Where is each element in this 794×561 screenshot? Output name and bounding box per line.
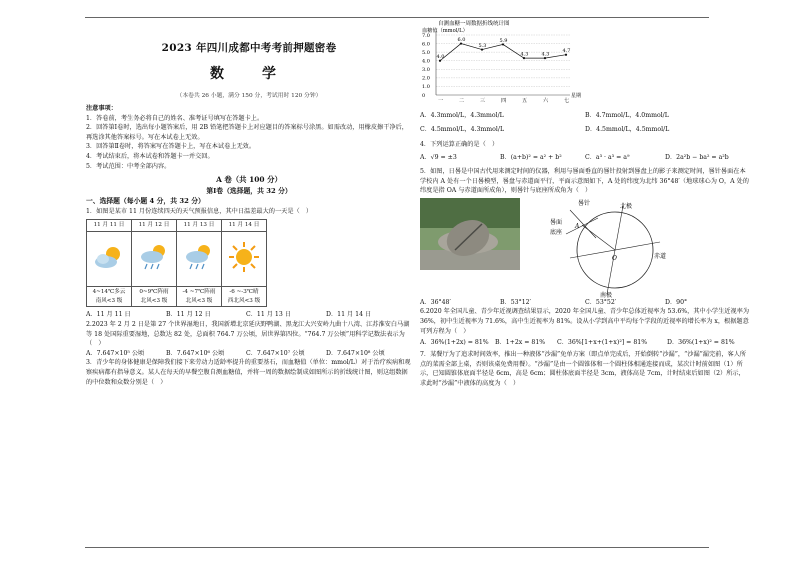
option-d: D．7.647×10⁸ 公顷 — [326, 349, 385, 357]
option-b: B．7.647×10⁶ 公顷 — [166, 349, 225, 357]
x-tick-label: 一 — [438, 98, 444, 104]
left-column — [86, 22, 412, 387]
x-axis-label: 星期 — [571, 93, 582, 99]
option-d: D．2a²b − ba² = a²b — [665, 154, 729, 162]
q6-options — [420, 338, 750, 348]
top-rule — [85, 17, 709, 18]
label-north-pole: 北极 — [620, 202, 633, 210]
option-b: B．1+2x = 81% — [495, 339, 546, 347]
weather-day: 11 月 13 日 — [177, 220, 222, 232]
option-a: A．√9 = ±3 — [420, 154, 457, 162]
q7-stem: 7．某餐厅为了追求时间效率，推出一种液体“沙漏”免单方案（即点单完成后，开始倒转“沙漏”，“沙漏”漏完前，客人所点的菜需全部上桌，否则该桌免费用餐）。“沙漏”是由一个圆锥体和一个圆柱体相通连接而成，某次计时前如图（1）所示，已知圆锥体底面半径是 6cm，高是 6cm；圆柱体底面半径是 3cm，液体高是 7cm，计时结束后如图（2）所示，求此时“沙漏”中液体的高度为（ ） — [420, 350, 747, 387]
y-tick-label: 3.0 — [422, 67, 430, 74]
right-column — [420, 19, 750, 388]
y-tick-label: 1.0 — [422, 84, 430, 91]
option-c: C．7.647×10⁷ 公顷 — [246, 349, 305, 357]
notice-item: 2．回答第Ⅰ卷时，选出每小题答案后，用 2B 铅笔把答题卡上对应题目的答案标号涂黑。如需改动，用橡皮擦干净后，再选涂其他答案标号。写在本试卷上无效。 — [86, 124, 408, 141]
q4-options — [420, 153, 750, 163]
notice-item: 3．回答第Ⅱ卷时，将答案写在答题卡上，写在本试卷上无效。 — [86, 143, 256, 151]
option-c: C．11 月 13 日 — [246, 311, 291, 319]
q1-options — [86, 310, 412, 320]
q3-options-row2 — [420, 125, 750, 135]
choice-heading: 一、选择题（每小题 4 分，共 32 分） — [86, 197, 205, 206]
cloud-rain-icon — [177, 232, 222, 287]
weather-desc: 4~14℃多云 南风<3 级 — [87, 287, 132, 307]
weather-desc: 0~9℃阵雨 北风<3 级 — [132, 287, 177, 307]
q2-options — [86, 349, 412, 359]
sundial-diagram — [520, 198, 700, 298]
option-b: B．(a+b)² = a² + b² — [500, 154, 562, 162]
option-d: D．36%(1+x)² = 81% — [667, 339, 735, 347]
option-a: A．36%(1+2x) = 81% — [420, 339, 489, 347]
label-o: O — [612, 254, 617, 262]
weather-table — [86, 219, 267, 307]
option-c: C．a³ · a³ = a⁹ — [585, 154, 630, 162]
label-a: A — [575, 222, 580, 230]
data-label: 4.7 — [562, 48, 571, 55]
y-tick-label: 6.0 — [422, 41, 430, 48]
notice-item: 1．答卷前，考生务必将自己的姓名、准考证号填写在答题卡上。 — [86, 114, 264, 122]
option-b: B．4.7mmol/L，4.0mmol/L — [585, 111, 669, 119]
q5-options — [420, 298, 750, 308]
sun-icon — [222, 232, 267, 287]
x-tick-label: 六 — [543, 98, 549, 104]
y-tick-label: 4.0 — [422, 58, 430, 65]
data-label: 4.3 — [541, 51, 550, 58]
y-tick-label: 7.0 — [422, 32, 430, 39]
q5-stem: 5．如图，日晷是中国古代用来测定时间的仪器，利用与晷面垂直的晷针投射到晷盘上的影子来测定时间，晷针晷面在本学校内 A 处有一个日晷模型，晷盘与赤道面平行，平面示意图如下，A 处的纬度为北纬 36°48′（地球球心为 O，A 处的纬度是指 OA 与赤道面所成角），则晷针与底座所成角为（ ） — [420, 168, 749, 195]
subject-title: 数 学 — [210, 66, 288, 83]
y-tick-label: 0 — [422, 92, 426, 99]
option-a: A．11 月 11 日 — [86, 311, 131, 319]
bottom-rule — [85, 547, 709, 548]
cloud-sun-icon — [87, 232, 132, 287]
data-label: 5.9 — [499, 37, 508, 44]
q6-stem: 6.2020 年全国儿童、青少年近视调查结果显示，2020 年全国儿童、青少年总体近视率为 53.6%，其中小学生近视率为 36%，初中生近视率为 71.6%，高中生近视率为 81%。设从小学到高中平均每个学段的近视率的增长率为 x，根据题意可列方程为（ ） — [420, 308, 750, 335]
notice-item: 4．考试结束后，将本试卷和答题卡一并交回。 — [86, 152, 214, 160]
data-label: 5.3 — [478, 43, 487, 50]
option-c: C．53°52′ — [585, 298, 617, 306]
section-a-title: A 卷（共 100 分） — [216, 175, 282, 185]
x-tick-label: 三 — [480, 98, 486, 104]
y-tick-label: 5.0 — [422, 49, 430, 56]
label-base: 底座 — [550, 228, 563, 236]
data-label: 4.0 — [436, 54, 445, 61]
cloud-rain-icon — [132, 232, 177, 287]
option-a: A．4.3mmol/L，4.3mmol/L — [420, 111, 504, 119]
y-tick-label: 2.0 — [422, 75, 430, 82]
q5-figure — [420, 198, 750, 298]
option-d: D．4.5mmol/L，4.5mmol/L — [585, 126, 670, 134]
option-c: C．4.5mmol/L，4.3mmol/L — [420, 126, 505, 134]
option-a: A．7.647×10⁵ 公顷 — [86, 349, 145, 357]
weather-desc: -6 ~-3℃晴 西北风<3 级 — [222, 287, 267, 307]
weather-day: 11 月 11 日 — [87, 220, 132, 232]
q2-stem: 2.2023 年 2 月 2 日是第 27 个世界湿地日，我国新增北京延庆野鸭湖、黑龙江大兴安岭九曲十八湾、江苏淮安白马湖等 18 处国际重要湿地，总数达 82 处，总面积 764.7 万公顷，居世界第四位。“764.7 万公顷”用科学记数法表示为（ ） — [86, 320, 410, 348]
notice-item: 5．考试范围：中考全部内容。 — [86, 162, 171, 170]
chart-ylabel: 血糖值（mmol/L） — [422, 28, 468, 34]
exam-info: （本卷共 26 小题，满分 150 分，考试用时 120 分钟） — [176, 92, 322, 99]
weather-day: 11 月 14 日 — [222, 220, 267, 232]
weather-day: 11 月 12 日 — [132, 220, 177, 232]
data-label: 6.0 — [457, 37, 466, 44]
label-south-pole: 南极 — [600, 291, 613, 299]
x-tick-label: 四 — [501, 98, 507, 104]
part1-title: 第Ⅰ卷（选择题，共 32 分） — [206, 186, 292, 195]
weather-desc: -4 ~7℃阵雨 北风<3 级 — [177, 287, 222, 307]
chart-title: 自测血糖一周数据折线统计图 — [438, 21, 510, 27]
blood-sugar-line-chart — [420, 19, 580, 105]
q4-stem: 4．下列运算正确的是（ ） — [420, 140, 499, 148]
option-c: C．36%[1+x+(1+x)²] = 81% — [557, 339, 648, 347]
q3-stem: 3．青少年的身体健康是保障我们接下来劳动力适龄率提升的重要基石，而血糖值（单位：mmol/L）对于治疗疾病和观察疾病都有指导意义。某人在每天的早餐空腹自测血糖值，并将一周的数据绘制成如图所示的折线统计图，则这组数据的中位数和众数分别是（ ） — [86, 359, 411, 386]
x-tick-label: 七 — [564, 98, 570, 104]
label-equator: 赤道 — [654, 252, 667, 260]
option-d: D．11 月 14 日 — [326, 311, 372, 319]
notice-heading: 注意事项： — [86, 104, 117, 112]
sundial-photo — [420, 198, 520, 270]
x-tick-label: 五 — [522, 98, 528, 104]
option-b: B．11 月 12 日 — [166, 311, 211, 319]
option-d: D．90° — [665, 298, 688, 306]
q3-options-row1 — [420, 111, 750, 121]
q1-stem: 1．如图是某市 11 月份连续四天的天气预报信息，其中日温差最大的一天是（ ） — [86, 207, 313, 215]
option-a: A．36°48′ — [420, 298, 451, 306]
exam-title: 2023 年四川成都中考考前押题密卷 — [161, 42, 337, 54]
data-label: 4.3 — [520, 51, 529, 58]
label-gnomon: 晷针 — [578, 199, 591, 207]
x-tick-label: 二 — [459, 98, 465, 104]
label-dial: 晷面 — [550, 218, 563, 226]
option-b: B．53°12′ — [500, 298, 531, 306]
